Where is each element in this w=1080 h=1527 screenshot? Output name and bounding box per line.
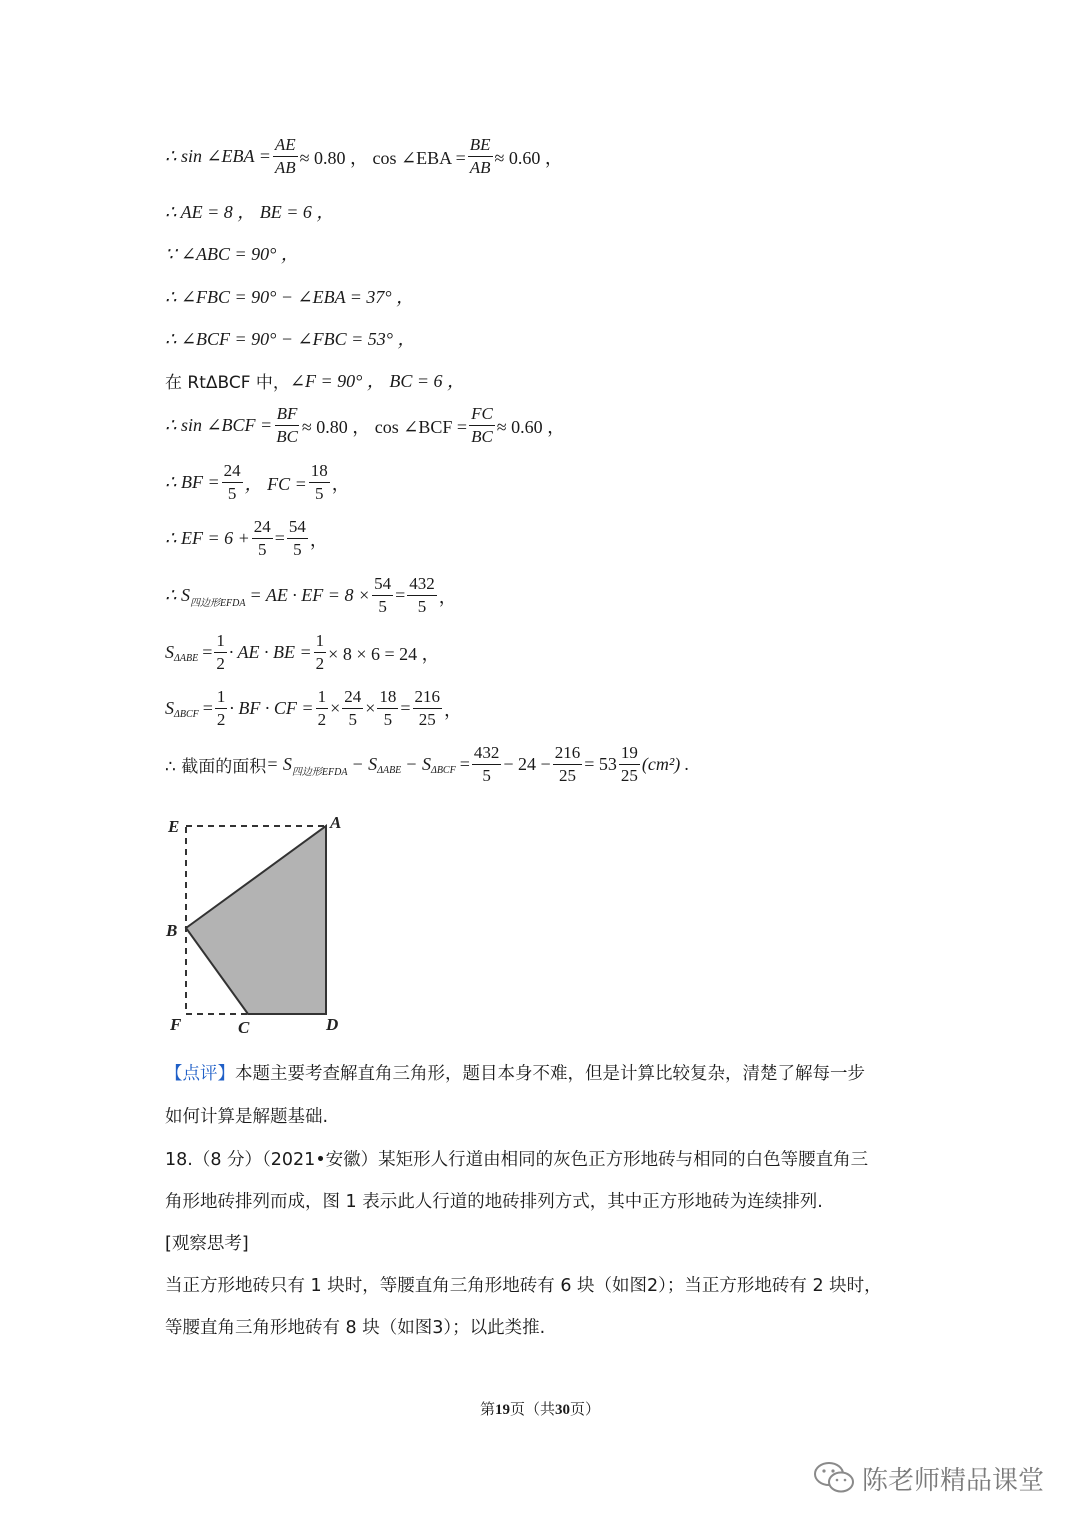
eq1-post: ≈ 0.60 ， [494, 147, 563, 168]
frac-num: AE [273, 134, 298, 157]
eq13-eq: = S [266, 754, 292, 774]
eq12-mid2: · BF · CF = [229, 698, 314, 718]
fraction [214, 630, 227, 675]
equation-line-13 [165, 742, 689, 787]
frac-den: 5 [227, 484, 237, 503]
q18-text-1: 18.（8 分）（2021•安徽）某矩形人行道由相同的灰色正方形地砖与相同的白色等腰直角三 [165, 1150, 869, 1170]
frac-den: 2 [315, 654, 325, 673]
comment-line-1 [165, 1060, 865, 1085]
footer-mid: 页（共 [509, 1400, 555, 1418]
equation-line-2 [165, 198, 334, 224]
frac-den: BC [471, 427, 493, 446]
frac-num: 1 [214, 630, 227, 653]
frac-num: 216 [553, 742, 583, 765]
eq11-mid1: = [202, 642, 213, 662]
frac-den: 5 [315, 484, 324, 503]
equation-line-7 [165, 403, 565, 448]
frac-num: 1 [314, 630, 327, 653]
eq8-post: ， [331, 473, 350, 494]
page-total: 30 [555, 1402, 570, 1418]
fraction [273, 134, 298, 179]
eq10-post: ， [438, 586, 457, 607]
eq5-text: ∴ ∠BCF = 90° − ∠FBC = 53° ， [165, 329, 416, 349]
frac-num: BF [275, 403, 300, 426]
fraction [553, 742, 583, 787]
frac-num: 432 [472, 742, 502, 765]
eq13-m2: − S [405, 754, 431, 774]
eq4-text: ∴ ∠FBC = 90° − ∠EBA = 37° ， [165, 287, 415, 307]
subscript: 四边形EFDA [189, 598, 246, 609]
label-a: A [330, 813, 342, 832]
eq3-text: ∵ ∠ABC = 90° ， [165, 244, 299, 264]
eq1-mid: ≈ 0.80 ， cos ∠EBA = [299, 147, 466, 168]
footer-post: 页） [570, 1400, 601, 1418]
eq11-pre: S [165, 642, 174, 662]
eq10-mid2: = [395, 585, 406, 605]
frac-den: 5 [383, 710, 393, 729]
fraction [619, 742, 640, 787]
watermark [812, 1459, 1044, 1497]
eq7-pre: ∴ sin ∠BCF = [165, 415, 273, 435]
eq12-post: ， [444, 699, 463, 720]
fraction [468, 134, 493, 179]
geometry-figure [160, 808, 360, 1040]
subscript: ΔBCF [174, 709, 199, 720]
frac-num: 24 [222, 460, 243, 483]
frac-den: 25 [620, 766, 638, 785]
label-c: C [238, 1018, 250, 1037]
watermark-text: 陈老师精品课堂 [862, 1465, 1045, 1496]
label-f: F [170, 1015, 182, 1034]
frac-num: 24 [342, 686, 363, 709]
frac-num: BE [468, 134, 493, 157]
frac-num: FC [469, 403, 495, 426]
frac-num: 216 [413, 686, 443, 709]
frac-den: BC [276, 427, 298, 446]
frac-den: 2 [216, 710, 226, 729]
equation-line-3 [165, 240, 299, 266]
eq1-pre: ∴ sin ∠EBA = [165, 146, 271, 166]
frac-num: 54 [372, 573, 393, 596]
q18-line-4 [165, 1272, 882, 1297]
fraction [215, 686, 228, 731]
comment-text-2: 如何计算是解题基础. [165, 1107, 329, 1127]
frac-den: 5 [348, 710, 357, 729]
fraction [342, 686, 363, 731]
equation-line-12 [165, 686, 462, 731]
frac-den: AB [274, 158, 296, 177]
frac-den: 2 [216, 654, 225, 673]
eq6-cn: 在 RtΔBCF 中， [165, 372, 290, 393]
subscript: ΔBCF [430, 765, 456, 776]
comment-tag: 【点评】 [165, 1064, 235, 1084]
equation-line-1 [165, 134, 563, 179]
eq6-math: ∠F = 90° ， BC = 6 ， [289, 371, 466, 391]
eq10-mid1: = AE · EF = 8 × [249, 585, 371, 605]
label-d: D [326, 1015, 339, 1034]
eq13-eq3: = 53 [584, 754, 617, 774]
fraction [252, 516, 273, 561]
equals-sign: = [400, 698, 411, 718]
eq7-mid: ≈ 0.80 ， cos ∠BCF = [301, 416, 468, 437]
footer-pre: 第 [479, 1400, 495, 1418]
frac-den: 25 [418, 710, 436, 729]
q18-line-1 [165, 1146, 868, 1171]
shaded-quadrilateral [186, 826, 326, 1014]
eq12-pre: S [165, 698, 174, 718]
fraction [472, 742, 502, 787]
frac-den: 5 [258, 540, 267, 559]
frac-den: 25 [558, 766, 576, 785]
eq8-mid: ， FC = [244, 473, 307, 494]
fraction [274, 403, 300, 448]
frac-num: 1 [316, 686, 329, 709]
eq7-post: ≈ 0.60 ， [496, 416, 566, 437]
equation-line-10 [165, 573, 457, 618]
page-number: 19 [494, 1402, 510, 1418]
frac-num: 24 [252, 516, 273, 539]
eq9-post: ， [309, 529, 328, 550]
times-sign: × [365, 698, 376, 718]
fraction [407, 573, 437, 618]
label-e: E [168, 817, 180, 836]
eq11-mid2: · AE · BE = [228, 642, 312, 662]
fraction [469, 403, 495, 448]
q18-text-3: [观察思考] [165, 1234, 249, 1254]
eq13-m1: − S [351, 754, 378, 774]
frac-den: 5 [482, 766, 491, 785]
q18-line-5 [165, 1314, 545, 1339]
wechat-icon [812, 1459, 856, 1497]
label-b: B [166, 921, 178, 940]
frac-den: AB [469, 158, 491, 177]
page-footer [0, 1398, 1080, 1419]
equals-sign: = [459, 754, 470, 774]
fraction [372, 573, 393, 618]
q18-text-5: 等腰直角三角形地砖有 8 块（如图3）；以此类推. [165, 1318, 546, 1338]
subscript: ΔABE [377, 765, 402, 776]
frac-den: 5 [293, 540, 302, 559]
fraction [377, 686, 398, 731]
frac-num: 19 [619, 742, 640, 765]
subscript: 四边形EFDA [291, 767, 348, 778]
eq9-mid: = [274, 528, 285, 548]
fraction [316, 686, 329, 731]
fraction [222, 460, 243, 505]
fraction [309, 460, 330, 505]
equation-line-4 [165, 283, 414, 309]
eq13-cn: ∴ 截面的面积 [165, 757, 267, 777]
frac-den: 5 [417, 597, 427, 616]
subscript: ΔABE [174, 653, 199, 664]
eq13-m3: − 24 − [503, 754, 551, 774]
comment-text-1: 本题主要考查解直角三角形，题目本身不难，但是计算比较复杂，清楚了解每一步 [235, 1064, 865, 1084]
unit: (cm²) . [641, 754, 690, 774]
frac-num: 18 [309, 460, 330, 483]
frac-num: 54 [287, 516, 308, 539]
fraction [413, 686, 443, 731]
fraction [314, 630, 327, 675]
equation-line-6 [165, 367, 465, 393]
eq8-pre: ∴ BF = [165, 472, 220, 492]
q18-text-4: 当正方形地砖只有 1 块时，等腰直角三角形地砖有 6 块（如图2）；当正方形地砖有 2 块时， [165, 1276, 882, 1296]
eq2-text: ∴ AE = 8 ， BE = 6 ， [165, 202, 335, 222]
frac-num: 432 [407, 573, 437, 596]
fraction [287, 516, 308, 561]
q18-line-3 [165, 1230, 249, 1255]
frac-den: 2 [317, 710, 327, 729]
equation-line-11 [165, 630, 440, 675]
eq9-pre: ∴ EF = 6 + [165, 528, 250, 548]
equation-line-5 [165, 325, 415, 351]
frac-num: 1 [215, 686, 228, 709]
frac-num: 18 [377, 686, 398, 709]
q18-text-2: 角形地砖排列而成，图 1 表示此人行道的地砖排列方式，其中正方形地砖为连续排列. [165, 1192, 823, 1212]
q18-line-2 [165, 1188, 823, 1213]
eq12-mid1: = [202, 698, 213, 718]
comment-line-2 [165, 1103, 328, 1128]
equation-line-8 [165, 460, 350, 505]
frac-den: 5 [378, 597, 387, 616]
eq11-post: × 8 × 6 = 24 ， [328, 643, 440, 664]
eq10-pre: ∴ S [165, 585, 190, 605]
times-sign: × [330, 698, 341, 718]
equation-line-9 [165, 516, 328, 561]
